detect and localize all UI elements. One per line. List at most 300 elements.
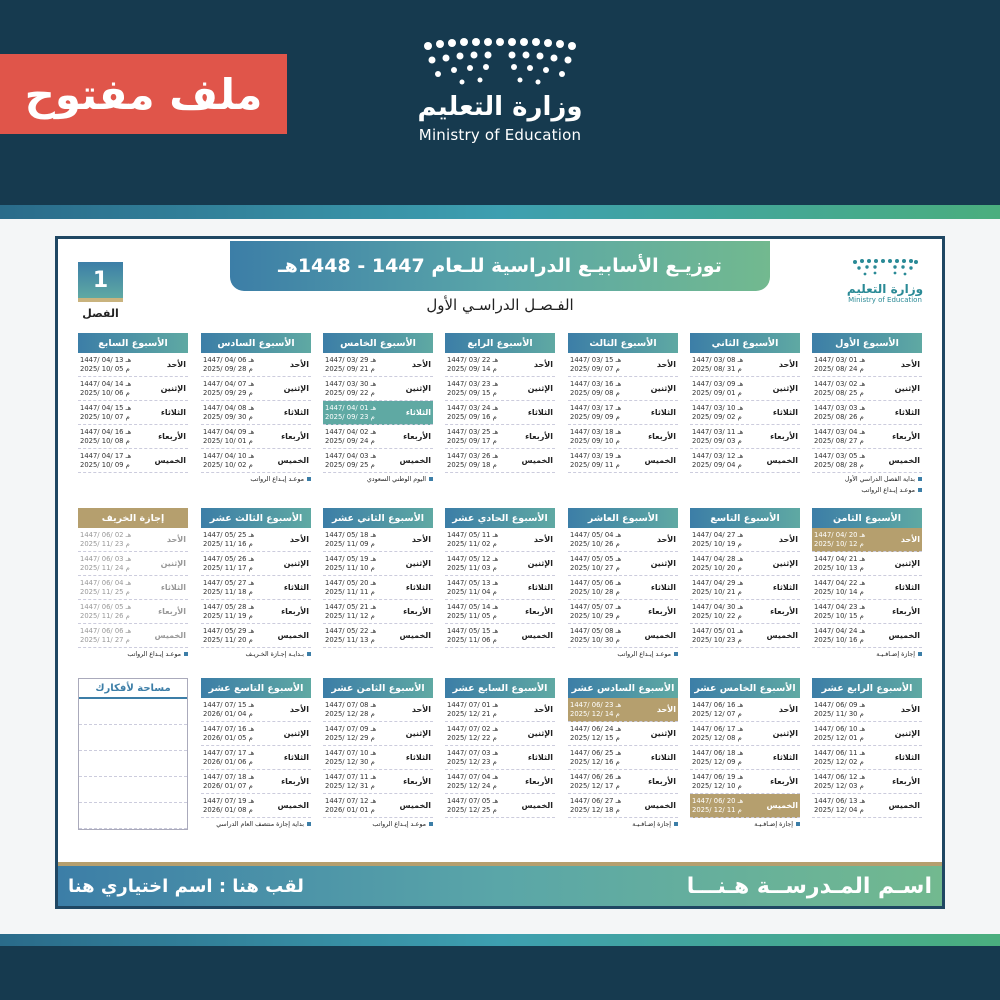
note-text: موعـد إيـداع الرواتب: [617, 651, 671, 658]
gregorian-date: 2025/ 10/ 12 م: [814, 539, 864, 548]
week-title: الأسبوع الثاني: [690, 333, 800, 353]
day-dates: [323, 627, 393, 645]
day-row: [78, 576, 188, 600]
day-row: [445, 528, 555, 552]
hijri-date: 1447/ 03/ 17 هـ: [570, 403, 622, 412]
day-name: الخميس: [766, 801, 798, 810]
gregorian-date: 2025/ 09/ 18 م: [447, 460, 497, 469]
day-dates: [323, 797, 393, 815]
hijri-date: 1447/ 05/ 01 هـ: [692, 626, 744, 635]
day-row: [201, 722, 311, 746]
day-name: الخميس: [644, 456, 676, 465]
ideas-line: [79, 777, 187, 803]
day-row: [78, 528, 188, 552]
gregorian-date: 2026/ 01/ 05 م: [203, 733, 253, 742]
hijri-date: 1447/ 03/ 10 هـ: [692, 403, 744, 412]
gregorian-date: 2025/ 12/ 03 م: [814, 781, 864, 790]
day-row: [690, 576, 800, 600]
day-name: الأحد: [900, 360, 920, 369]
note-bullet-icon: [307, 477, 311, 481]
gregorian-date: 2025/ 10/ 28 م: [570, 587, 620, 596]
hijri-date: 1447/ 05/ 05 هـ: [570, 554, 622, 563]
day-row: [445, 552, 555, 576]
day-name: الإثنين: [527, 729, 553, 738]
day-dates: [445, 531, 515, 549]
gregorian-date: 2026/ 01/ 01 م: [325, 805, 375, 814]
hijri-date: 1447/ 05/ 04 هـ: [570, 530, 622, 539]
day-row: [445, 770, 555, 794]
day-row: [323, 770, 433, 794]
day-dates: [323, 749, 393, 767]
hijri-date: 1447/ 05/ 21 هـ: [325, 602, 377, 611]
note-bullet-icon: [429, 477, 433, 481]
day-name: الأحد: [166, 360, 186, 369]
day-row: [568, 746, 678, 770]
day-row: [201, 449, 311, 473]
day-dates: [445, 356, 515, 374]
day-name: الأحد: [411, 535, 431, 544]
day-dates: [812, 725, 882, 743]
day-row: [812, 425, 922, 449]
footer-banner: [0, 946, 1000, 1000]
day-dates: [812, 749, 882, 767]
gregorian-date: 2025/ 12/ 10 م: [692, 781, 742, 790]
hijri-date: 1447/ 04/ 01 هـ: [325, 403, 377, 412]
hijri-date: 1447/ 06/ 06 هـ: [80, 626, 132, 635]
day-dates: [201, 531, 271, 549]
day-name: الخميس: [399, 631, 431, 640]
gregorian-date: 2025/ 11/ 13 م: [325, 635, 375, 644]
day-name: الثلاثاء: [894, 408, 920, 417]
week-title: الأسبوع الثالث عشر: [201, 508, 311, 528]
day-name: الإثنين: [283, 729, 309, 738]
gregorian-date: 2025/ 12/ 28 م: [325, 709, 375, 718]
gregorian-date: 2025/ 09/ 15 م: [447, 388, 497, 397]
hijri-date: 1447/ 05/ 20 هـ: [325, 578, 377, 587]
day-row: [690, 794, 800, 818]
gregorian-date: 2025/ 11/ 04 م: [447, 587, 497, 596]
hijri-date: 1447/ 03/ 04 هـ: [814, 427, 866, 436]
hijri-date: 1447/ 06/ 09 هـ: [814, 700, 866, 709]
day-name: الثلاثاء: [283, 583, 309, 592]
hijri-date: 1447/ 06/ 10 هـ: [814, 724, 866, 733]
day-row: [445, 722, 555, 746]
gregorian-date: 2025/ 08/ 24 م: [814, 364, 864, 373]
gregorian-date: 2025/ 09/ 14 م: [447, 364, 497, 373]
day-name: الإثنين: [283, 384, 309, 393]
day-dates: [201, 380, 271, 398]
ministry-name-ar: وزارة التعليم: [417, 92, 583, 122]
day-row: [78, 449, 188, 473]
day-dates: [690, 452, 760, 470]
day-row: [201, 770, 311, 794]
hijri-date: 1447/ 06/ 16 هـ: [692, 700, 744, 709]
week-card: [323, 678, 433, 829]
hijri-date: 1447/ 06/ 23 هـ: [570, 700, 622, 709]
day-row: [568, 528, 678, 552]
gregorian-date: 2025/ 12/ 30 م: [325, 757, 375, 766]
hijri-date: 1447/ 04/ 07 هـ: [203, 379, 255, 388]
week-title: الأسبوع الثامن: [812, 508, 922, 528]
hijri-date: 1447/ 04/ 02 هـ: [325, 427, 377, 436]
school-footer: [58, 862, 942, 906]
week-title: الأسبوع السادس عشر: [568, 678, 678, 698]
day-name: الخميس: [888, 456, 920, 465]
day-name: الأحد: [289, 535, 309, 544]
note-bullet-icon: [918, 652, 922, 656]
day-row: [690, 746, 800, 770]
hijri-date: 1447/ 05/ 22 هـ: [325, 626, 377, 635]
day-row: [690, 770, 800, 794]
day-name: الثلاثاء: [650, 408, 676, 417]
day-row: [323, 746, 433, 770]
gregorian-date: 2025/ 12/ 29 م: [325, 733, 375, 742]
hijri-date: 1447/ 07/ 03 هـ: [447, 748, 499, 757]
day-row: [445, 353, 555, 377]
day-name: الأحد: [778, 535, 798, 544]
day-row: [568, 698, 678, 722]
gregorian-date: 2025/ 11/ 18 م: [203, 587, 253, 596]
day-name: الإثنين: [527, 559, 553, 568]
day-name: الخميس: [888, 631, 920, 640]
day-dates: [568, 603, 638, 621]
day-row: [445, 746, 555, 770]
day-dates: [323, 725, 393, 743]
week-card: [812, 508, 922, 659]
hijri-date: 1447/ 07/ 11 هـ: [325, 772, 377, 781]
hijri-date: 1447/ 07/ 18 هـ: [203, 772, 255, 781]
gregorian-date: 2025/ 11/ 02 م: [447, 539, 497, 548]
day-name: الخميس: [766, 456, 798, 465]
hijri-date: 1447/ 05/ 28 هـ: [203, 602, 255, 611]
note-text: إجازة إضـافـيـة: [876, 651, 915, 658]
day-name: الثلاثاء: [527, 583, 553, 592]
day-dates: [323, 452, 393, 470]
day-dates: [201, 773, 271, 791]
day-name: الأربعاء: [525, 432, 553, 441]
day-name: الخميس: [277, 631, 309, 640]
hijri-date: 1447/ 05/ 12 هـ: [447, 554, 499, 563]
day-name: الأحد: [166, 535, 186, 544]
hijri-date: 1447/ 07/ 02 هـ: [447, 724, 499, 733]
hijri-date: 1447/ 05/ 29 هـ: [203, 626, 255, 635]
gregorian-date: 2025/ 09/ 04 م: [692, 460, 742, 469]
day-dates: [78, 452, 148, 470]
week-note: [201, 821, 311, 829]
gregorian-date: 2025/ 08/ 26 م: [814, 412, 864, 421]
ministry-logo: [410, 36, 590, 166]
day-name: الأحد: [411, 360, 431, 369]
day-dates: [812, 380, 882, 398]
gregorian-date: 2025/ 09/ 22 م: [325, 388, 375, 397]
week-note: [78, 651, 188, 659]
gregorian-date: 2025/ 11/ 09 م: [325, 539, 375, 548]
note-text: بـدايـة إجـازة الخـريـف: [245, 651, 304, 658]
day-dates: [78, 603, 148, 621]
gregorian-date: 2025/ 09/ 29 م: [203, 388, 253, 397]
gregorian-date: 2025/ 09/ 25 م: [325, 460, 375, 469]
hijri-date: 1447/ 03/ 02 هـ: [814, 379, 866, 388]
day-row: [812, 401, 922, 425]
day-row: [690, 698, 800, 722]
day-name: الثلاثاء: [650, 753, 676, 762]
day-dates: [445, 701, 515, 719]
note-bullet-icon: [796, 822, 800, 826]
gregorian-date: 2025/ 12/ 25 م: [447, 805, 497, 814]
day-dates: [568, 404, 638, 422]
hijri-date: 1447/ 03/ 09 هـ: [692, 379, 744, 388]
day-dates: [568, 555, 638, 573]
gregorian-date: 2025/ 08/ 25 م: [814, 388, 864, 397]
week-title: الأسبوع السابع عشر: [445, 678, 555, 698]
week-card: [323, 508, 433, 648]
hijri-date: 1447/ 03/ 03 هـ: [814, 403, 866, 412]
day-row: [568, 401, 678, 425]
week-card: [812, 678, 922, 818]
week-title: إجازة الخريف: [78, 508, 188, 528]
day-name: الخميس: [521, 801, 553, 810]
day-name: الإثنين: [527, 384, 553, 393]
ministry-dots-icon: [418, 36, 582, 88]
week-card: [690, 508, 800, 648]
day-row: [568, 722, 678, 746]
day-dates: [201, 797, 271, 815]
day-name: الأربعاء: [403, 607, 431, 616]
note-bullet-icon: [429, 822, 433, 826]
day-name: الخميس: [277, 801, 309, 810]
day-row: [323, 353, 433, 377]
hijri-date: 1447/ 03/ 26 هـ: [447, 451, 499, 460]
ministry-name-en: Ministry of Education: [418, 126, 582, 144]
day-dates: [812, 452, 882, 470]
day-name: الثلاثاء: [160, 408, 186, 417]
week-card: [812, 333, 922, 495]
note-text: اليوم الوطني السعودي: [366, 476, 426, 483]
hijri-date: 1447/ 03/ 19 هـ: [570, 451, 622, 460]
week-card: [690, 333, 800, 473]
day-name: الأحد: [778, 705, 798, 714]
day-dates: [690, 797, 760, 815]
day-name: الإثنين: [405, 384, 431, 393]
day-row: [812, 449, 922, 473]
hijri-date: 1447/ 04/ 06 هـ: [203, 355, 255, 364]
day-dates: [445, 797, 515, 815]
day-name: الأربعاء: [158, 432, 186, 441]
hijri-date: 1447/ 03/ 29 هـ: [325, 355, 377, 364]
day-name: الثلاثاء: [527, 408, 553, 417]
gregorian-date: 2025/ 10/ 22 م: [692, 611, 742, 620]
hijri-date: 1447/ 06/ 27 هـ: [570, 796, 622, 805]
day-row: [445, 698, 555, 722]
day-name: الثلاثاء: [283, 408, 309, 417]
note-bullet-icon: [918, 477, 922, 481]
day-row: [445, 600, 555, 624]
school-name: اسـم المـدرســة هـنـــا: [686, 873, 932, 899]
day-name: الخميس: [644, 801, 676, 810]
day-name: الإثنين: [405, 559, 431, 568]
gregorian-date: 2025/ 12/ 15 م: [570, 733, 620, 742]
day-row: [445, 794, 555, 818]
hijri-date: 1447/ 05/ 11 هـ: [447, 530, 499, 539]
day-row: [78, 624, 188, 648]
day-row: [323, 600, 433, 624]
gregorian-date: 2025/ 09/ 21 م: [325, 364, 375, 373]
day-name: الأربعاء: [892, 432, 920, 441]
day-dates: [445, 428, 515, 446]
semester-label: الفصل: [82, 307, 119, 320]
day-name: الثلاثاء: [160, 583, 186, 592]
day-dates: [690, 725, 760, 743]
day-dates: [690, 404, 760, 422]
gregorian-date: 2025/ 10/ 07 م: [80, 412, 130, 421]
hijri-date: 1447/ 05/ 07 هـ: [570, 602, 622, 611]
gregorian-date: 2025/ 11/ 24 م: [80, 563, 130, 572]
hijri-date: 1447/ 03/ 11 هـ: [692, 427, 744, 436]
day-row: [201, 698, 311, 722]
day-name: الأربعاء: [648, 432, 676, 441]
gregorian-date: 2025/ 10/ 09 م: [80, 460, 130, 469]
day-row: [323, 576, 433, 600]
day-name: الخميس: [399, 801, 431, 810]
gregorian-date: 2025/ 09/ 03 م: [692, 436, 742, 445]
gregorian-date: 2025/ 11/ 20 م: [203, 635, 253, 644]
day-row: [323, 528, 433, 552]
day-name: الأحد: [289, 705, 309, 714]
gregorian-date: 2025/ 09/ 07 م: [570, 364, 620, 373]
day-row: [201, 401, 311, 425]
gregorian-date: 2025/ 12/ 04 م: [814, 805, 864, 814]
gregorian-date: 2025/ 11/ 27 م: [80, 635, 130, 644]
day-name: الأربعاء: [892, 607, 920, 616]
week-title: الأسبوع الثامن عشر: [323, 678, 433, 698]
note-bullet-icon: [674, 652, 678, 656]
hijri-date: 1447/ 06/ 03 هـ: [80, 554, 132, 563]
hijri-date: 1447/ 06/ 20 هـ: [692, 796, 744, 805]
day-row: [690, 377, 800, 401]
hijri-date: 1447/ 06/ 11 هـ: [814, 748, 866, 757]
day-name: الخميس: [888, 801, 920, 810]
gregorian-date: 2025/ 11/ 12 م: [325, 611, 375, 620]
hijri-date: 1447/ 06/ 17 هـ: [692, 724, 744, 733]
gregorian-date: 2025/ 10/ 26 م: [570, 539, 620, 548]
day-dates: [568, 701, 638, 719]
day-dates: [323, 579, 393, 597]
day-row: [445, 377, 555, 401]
day-row: [323, 401, 433, 425]
gregorian-date: 2026/ 01/ 08 م: [203, 805, 253, 814]
day-row: [690, 425, 800, 449]
hijri-date: 1447/ 03/ 18 هـ: [570, 427, 622, 436]
day-name: الثلاثاء: [772, 583, 798, 592]
day-row: [568, 425, 678, 449]
day-row: [812, 353, 922, 377]
day-name: الثلاثاء: [772, 408, 798, 417]
day-dates: [78, 356, 148, 374]
gregorian-date: 2025/ 10/ 23 م: [692, 635, 742, 644]
week-note: [812, 651, 922, 659]
day-name: الإثنين: [160, 384, 186, 393]
week-card: [201, 333, 311, 484]
day-name: الأربعاء: [648, 607, 676, 616]
teacher-name: لقب هنا : اسم اختياري هنا: [68, 875, 304, 897]
gregorian-date: 2025/ 12/ 22 م: [447, 733, 497, 742]
day-name: الخميس: [154, 631, 186, 640]
day-name: الخميس: [277, 456, 309, 465]
day-dates: [568, 380, 638, 398]
day-row: [201, 377, 311, 401]
hijri-date: 1447/ 05/ 18 هـ: [325, 530, 377, 539]
day-dates: [812, 555, 882, 573]
day-row: [568, 794, 678, 818]
day-dates: [78, 380, 148, 398]
hijri-date: 1447/ 07/ 15 هـ: [203, 700, 255, 709]
week-card: [78, 333, 188, 473]
week-note: [812, 476, 922, 484]
day-name: الثلاثاء: [283, 753, 309, 762]
hijri-date: 1447/ 04/ 20 هـ: [814, 530, 866, 539]
mini-ministry-logo: [845, 258, 925, 304]
hijri-date: 1447/ 04/ 30 هـ: [692, 602, 744, 611]
day-dates: [690, 579, 760, 597]
day-dates: [323, 603, 393, 621]
day-name: الأربعاء: [892, 777, 920, 786]
hijri-date: 1447/ 04/ 15 هـ: [80, 403, 132, 412]
day-dates: [690, 380, 760, 398]
gregorian-date: 2025/ 11/ 05 م: [447, 611, 497, 620]
week-card: [568, 508, 678, 659]
hijri-date: 1447/ 03/ 08 هـ: [692, 355, 744, 364]
hijri-date: 1447/ 05/ 15 هـ: [447, 626, 499, 635]
ideas-box[interactable]: [78, 678, 188, 830]
week-title: الأسبوع السادس: [201, 333, 311, 353]
hijri-date: 1447/ 07/ 19 هـ: [203, 796, 255, 805]
day-dates: [690, 701, 760, 719]
day-dates: [323, 380, 393, 398]
day-dates: [201, 579, 271, 597]
day-dates: [568, 773, 638, 791]
hijri-date: 1447/ 06/ 24 هـ: [570, 724, 622, 733]
day-name: الأحد: [533, 360, 553, 369]
day-name: الثلاثاء: [527, 753, 553, 762]
gregorian-date: 2025/ 11/ 26 م: [80, 611, 130, 620]
day-row: [690, 552, 800, 576]
gregorian-date: 2025/ 10/ 16 م: [814, 635, 864, 644]
gregorian-date: 2025/ 11/ 16 م: [203, 539, 253, 548]
gregorian-date: 2025/ 09/ 30 م: [203, 412, 253, 421]
hijri-date: 1447/ 05/ 08 هـ: [570, 626, 622, 635]
hijri-date: 1447/ 05/ 13 هـ: [447, 578, 499, 587]
week-card: [568, 333, 678, 473]
day-dates: [201, 701, 271, 719]
day-dates: [201, 428, 271, 446]
week-note: [201, 651, 311, 659]
note-bullet-icon: [918, 488, 922, 492]
gregorian-date: 2025/ 12/ 07 م: [692, 709, 742, 718]
ideas-line: [79, 699, 187, 725]
week-note: [323, 821, 433, 829]
day-name: الإثنين: [160, 559, 186, 568]
week-note: [323, 476, 433, 484]
note-text: إجازة إضـافـيـة: [754, 821, 793, 828]
gregorian-date: 2025/ 10/ 08 م: [80, 436, 130, 445]
ideas-line: [79, 751, 187, 777]
day-name: الأحد: [656, 360, 676, 369]
semester-subtitle: الفـصـل الدراسـي الأول: [426, 296, 574, 314]
gregorian-date: 2025/ 11/ 10 م: [325, 563, 375, 572]
week-card: [445, 678, 555, 818]
note-text: إجازة إضـافـيـة: [632, 821, 671, 828]
day-dates: [690, 603, 760, 621]
